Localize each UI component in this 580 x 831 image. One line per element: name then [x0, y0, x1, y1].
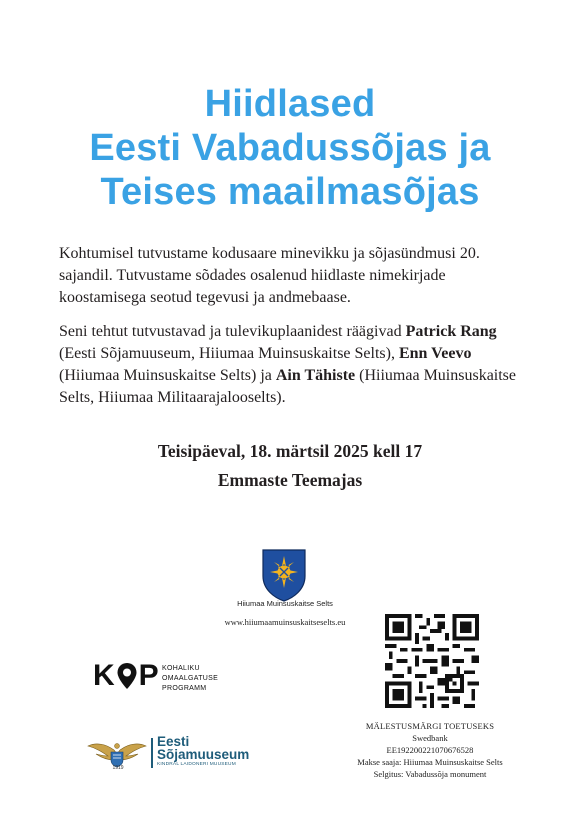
kop-mark-k: K: [93, 659, 115, 692]
qr-code: [385, 614, 479, 708]
museum-name-line-1: Eesti: [157, 734, 190, 749]
speaker-3-org: (Hiiumaa Muinsuskaitse Selts, Hiiumaa Militaarajalooselts).: [59, 367, 517, 406]
speakers-paragraph: [59, 321, 529, 409]
intro-paragraph: Kohtumisel tutvustame kodusaare minevikku ja sõjasündmusi 20. sajandil. Tutvustame sõdades osalenud hiidlaste nimekirjade koostamisega seotud tegevusi ja andmebaase.: [59, 245, 480, 306]
kop-line-3: PROGRAMM: [162, 685, 207, 692]
selts-name: Hiiumaa Muinsuskaitse Selts: [237, 599, 333, 608]
museum-divider: [151, 738, 153, 768]
selts-website-link[interactable]: www.hiiumaamuinsuskaitseselts.eu: [224, 617, 346, 627]
event-date-time: Teisipäeval, 18. märtsil 2025 kell 17: [157, 441, 423, 461]
kop-line-2: OMAALGATUSE: [162, 675, 219, 682]
speaker-1-name: Patrick Rang: [405, 323, 497, 340]
museum-name: [157, 735, 249, 761]
donation-purpose: Selgitus: Vabadussõja monument: [373, 769, 487, 779]
speakers-lead: Seni tehtut tutvustavad ja tulevikuplaanidest räägivad: [59, 323, 402, 340]
speaker-2-org: (Hiiumaa Muinsuskaitse Selts) ja: [59, 367, 276, 384]
title-line-2: Eesti Vabadussõjas ja: [89, 127, 491, 169]
museum-year: 1919: [112, 765, 124, 771]
title-line-1: Hiidlased: [204, 83, 376, 125]
kop-logo: [93, 658, 159, 694]
museum-name-line-2: Sõjamuuseum: [157, 747, 250, 762]
donation-recipient: Makse saaja: Hiiumaa Muinsuskaitse Selts: [357, 757, 503, 767]
donation-bank: Swedbank: [412, 733, 448, 743]
poster-title: [0, 82, 580, 214]
event-place: Emmaste Teemajas: [217, 470, 363, 490]
museum-subtitle: KINDRAL LAIDONERI MUUSEUM: [157, 762, 236, 767]
donation-info: [330, 720, 530, 780]
selts-shield-icon: [261, 548, 307, 602]
kop-mark: [93, 661, 159, 691]
location-pin-icon: [116, 662, 138, 690]
kop-line-1: KOHALIKU: [162, 665, 200, 672]
speaker-1-org: (Eesti Sõjamuuseum, Hiiumaa Muinsuskaitse Selts),: [59, 345, 399, 362]
donation-iban: EE192200221070676528: [386, 745, 474, 755]
kop-program-name: [162, 664, 218, 694]
title-line-3: Teises maailmasõjas: [100, 171, 480, 213]
donation-heading: MÄLESTUSMÄRGI TOETUSEKS: [365, 721, 495, 731]
kop-mark-p: P: [138, 659, 159, 692]
speaker-3-name: Ain Tähiste: [275, 367, 356, 384]
speaker-2-name: Enn Veevo: [398, 345, 472, 362]
